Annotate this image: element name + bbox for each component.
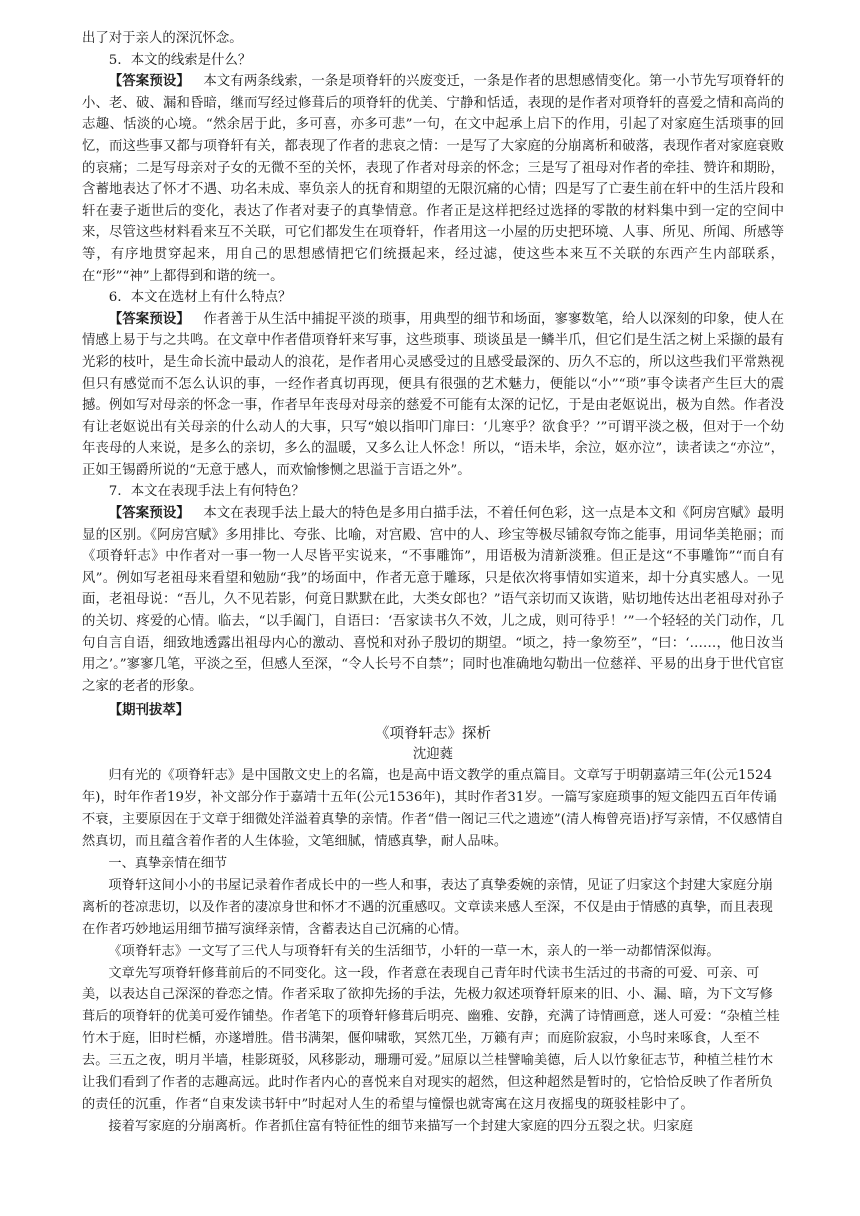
answer-tag: 【答案预设】 xyxy=(108,505,190,522)
article-author: 沈迎蕤 xyxy=(412,747,454,763)
question-7: 7．本文在表现手法上有何特色？ xyxy=(108,484,305,500)
top-line: 出了对于亲人的深沉怀念。 xyxy=(82,31,243,46)
article-title: 《项脊轩志》探析 xyxy=(375,726,491,743)
answer-7-text: 本文在表现手法上最大的特色是多用白描手法，不着任何色彩，这一点是本文和《阿房宫赋》最明显的区别。《阿房宫赋》多用排比、夸张、比喻，对宫殿、宫中的人、珍宝等极尽铺叙夸饰之能事，用词华美艳丽；而《项脊轩志》中作者对一事一物一人尽皆平实说来，“不事雕饰”，用语极为清新淡雅。但正是这“不事雕饰”“而自有风”。例如写老祖母来看望和勉励“我”的场面中，作者无意于雕琢，只是依次将事情如实道来，却十分真实感人。一见面，老祖母说：“吾儿，久不见若影，何竟日默默在此，大类女郎也？”语气亲切而又诙谐，贴切地传达出老祖母对孙子的关切、疼爱的心情。临去，“以手阖门，自语曰：‘吾家读书久不效，儿之成，则可待乎！’”一个轻轻的关门动作，几句自言自语，细致地透露出祖母内心的激动、喜悦和对孙子殷切的期望。“顷之，持一象笏至”，“曰：‘……，他日汝当用之’。”寥寥几笔，平淡之至，但感人至深，“令人长号不自禁”；同时也准确地勾勒出一位慈祥、平易的出身于世代官宦之家的老者的形象。 xyxy=(82,506,785,694)
question-5: 5．本文的线索是什么？ xyxy=(108,52,252,68)
answer-5 xyxy=(82,71,784,287)
section-heading: 【期刊拔萃】 xyxy=(108,702,190,719)
answer-tag: 【答案预设】 xyxy=(108,73,190,90)
answer-5-text: 本文有两条线索，一条是项脊轩的兴废变迁，一条是作者的思想感情变化。第一小节先写项脊轩的小、老、破、漏和昏暗，继而写经过修葺后的项脊轩的优美、宁静和恬适，表现的是作者对项脊轩的喜爱之情和高尚的志趣、恬淡的心境。“然余居于此，多可喜，亦多可悲”一句，在文中起承上启下的作用，引起了对家庭生活琐事的回忆，而这些事又都与项脊轩有关，都表现了作者的悲哀之情：一是写了大家庭的分崩离析和破落，表现作者对家庭衰败的哀痛；二是写母亲对子女的无微不至的关怀，表现了作者对母亲的怀念；三是写了祖母对作者的牵挂、赞许和期盼，含蓄地表达了怀才不遇、功名未成、辜负亲人的抚育和期望的无限沉痛的心情；四是写了亡妻生前在轩中的生活片段和轩在妻子逝世后的变化，表达了作者对妻子的真挚情意。作者正是这样把经过选择的零散的材料集中到一定的空间中来，尽管这些材料看来互不关联，可它们都发生在项脊轩，作者用这一小屋的历史把环境、人事、所见、所闻、所感等等，有序地贯穿起来，用自己的思想感情把它们统摄起来，经过滤，使这些本来互不关联的东西产生内部联系，在“形”“神”上都得到和谐的统一。 xyxy=(82,74,785,284)
article-paragraph-3: 文章先写项脊轩修葺前后的不同变化。这一段，作者意在表现自己青年时代读书生活过的书斋的可爱、可亲、可美，以表达自己深深的眷恋之情。作者采取了欲抑先扬的手法，先极力叙述项脊轩原来的旧、小、漏、暗，为下文写修葺后的项脊轩的优美可爱作铺垫。作者笔下的项脊轩修葺后明亮、幽雅、安静，充满了诗情画意，迷人可爱：“杂植兰桂竹木于庭，旧时栏楯，亦遂增胜。借书满架，偃仰啸歌，冥然兀坐，万籁有声；而庭阶寂寂，小鸟时来啄食，人至不去。三五之夜，明月半墙，桂影斑驳，风移影动，珊珊可爱。”屈原以兰桂譬喻美德，后人以竹象征志节，种植兰桂竹木让我们看到了作者的志趣高远。此时作者内心的喜悦来自对现实的超然，但这种超然是暂时的，它恰恰反映了作者所负的责任的沉重，作者“自束发读书轩中”时起对人生的希望与憧憬也就寄寓在这月夜摇曳的斑驳桂影中了。 xyxy=(82,965,780,1112)
article-paragraph-4: 接着写家庭的分崩离析。作者抓住富有特征性的细节来描写一个封建大家庭的四分五裂之状。归家庭 xyxy=(108,1118,694,1134)
article-paragraph-2: 《项脊轩志》一文写了三代人与项脊轩有关的生活细节，小轩的一草一木，亲人的一举一动都情深似海。 xyxy=(108,943,720,959)
article-intro: 归有光的《项脊轩志》是中国散文史上的名篇，也是高中语文教学的重点篇目。文章写于明朝嘉靖三年(公元1524年)，时年作者19岁，补文部分作于嘉靖十五年(公元1536年)，其时作者31岁。一篇写家庭琐事的短文能四五百年传诵不衰，主要原因在于文章于细微处洋溢着真挚的亲情。作者“借一阁记三代之遗迹”(清人梅曾亮语)抒写亲情，不仅感情自然真切，而且蕴含着作者的人生体验，文笔细腻，情感真挚，耐人品味。 xyxy=(82,768,784,850)
answer-tag: 【答案预设】 xyxy=(108,310,190,327)
article-subheading: 一、真挚亲情在细节 xyxy=(108,856,228,872)
answer-6 xyxy=(82,309,784,482)
answer-7 xyxy=(82,503,784,697)
answer-6-text: 作者善于从生活中捕捉平淡的琐事，用典型的细节和场面，寥寥数笔，给人以深刻的印象，使人在情感上易于与之共鸣。在文章中作者借项脊轩来写事，这些琐事、琐谈虽是一鳞半爪，但它们是生活之树上采撷的最有光彩的枝叶，是生命长流中最动人的浪花，是作者用心灵感受过的且感受最深的、历久不忘的，所以这些我们平常熟视但只有感觉而不怎么认识的事，一经作者真切再现，便具有很强的艺术魅力，便能以“小”“琐”事令读者产生巨大的震撼。例如写对母亲的怀念一事，作者早年丧母对母亲的慈爱不可能有太深的记忆，于是由老妪说出，极为自然。作者没有让老妪说出有关母亲的什么动人的大事，只写“娘以指叩门扉曰：‘儿寒乎？欲食乎？’”可谓平淡之极，但对于一个幼年丧母的人来说，是多么的亲切，多么的温暖，又多么让人怀念！所以，“语未毕，余泣，妪亦泣”，读者读之“亦泣”，正如王锡爵所说的“无意于感人，而欢愉惨恻之思溢于言语之外”。 xyxy=(82,311,785,478)
article-paragraph-1: 项脊轩这间小小的书屋记录着作者成长中的一些人和事，表达了真挚委婉的亲情，见证了归家这个封建大家庭分崩离析的苍凉悲切，以及作者的凄凉身世和怀才不遇的沉重感叹。文章读来感人至深，不仅是由于情感的真挚，而且表现在作者巧妙地运用细节描写演绎亲情，含蓄表达自己沉痛的心情。 xyxy=(82,877,773,937)
question-6: 6．本文在选材上有什么特点？ xyxy=(108,290,292,306)
